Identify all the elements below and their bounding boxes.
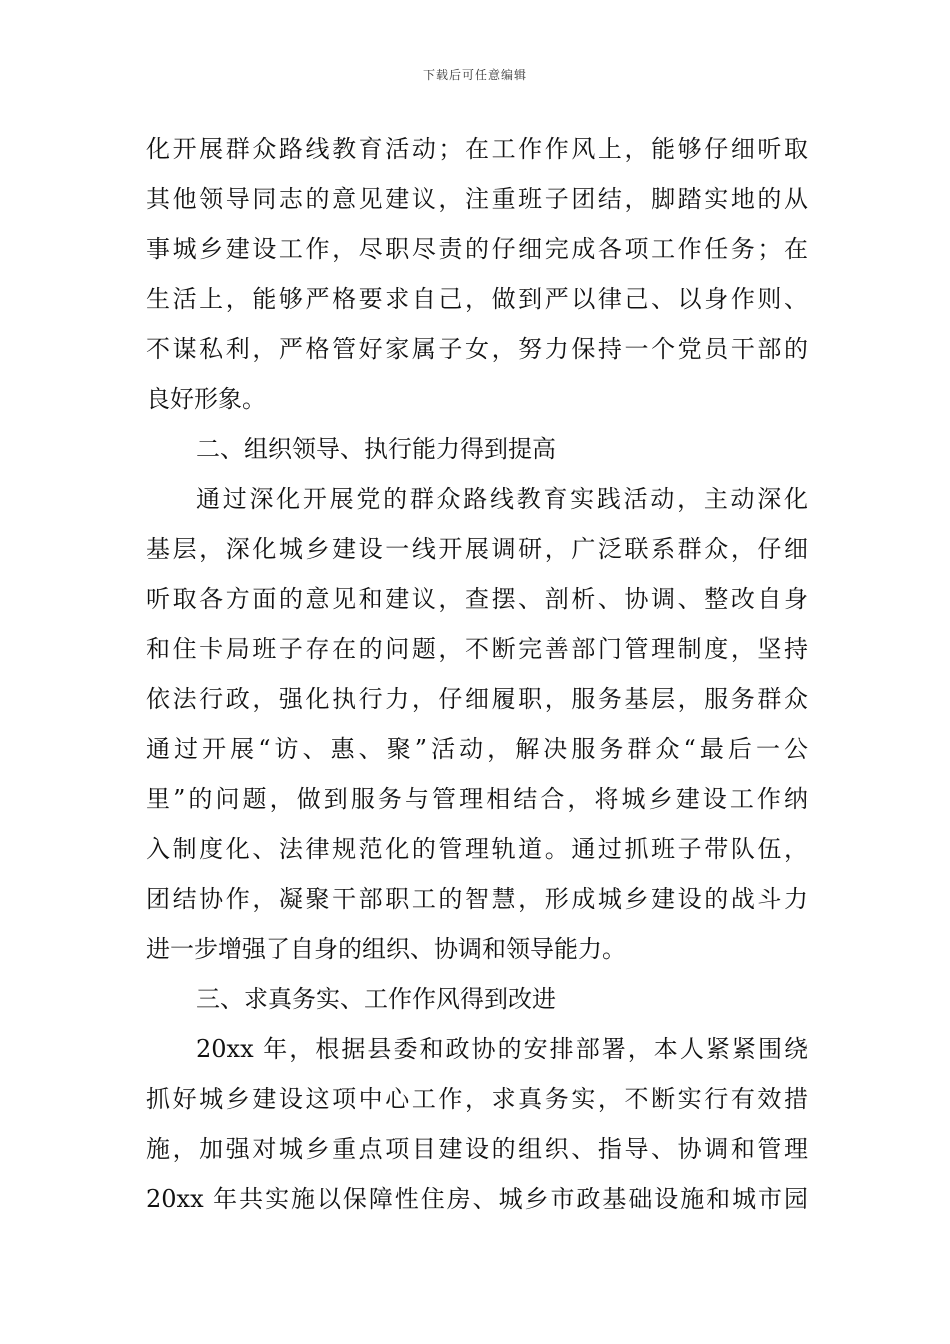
document-body (146, 124, 808, 1224)
text-line: 听取各方面的意见和建议，查摆、剖析、协调、整改自身 (146, 585, 808, 613)
header-note: 下载后可任意编辑 (422, 68, 527, 82)
text-line: 施，加强对城乡重点项目建设的组织、指导、协调和管理 (146, 1135, 808, 1163)
text-line: 良好形象。 (146, 385, 266, 413)
text-line: 通过开展“访、惠、聚”活动，解决服务群众“最后一公 (146, 735, 808, 763)
section-heading: 二、组织领导、执行能力得到提高 (196, 435, 556, 463)
text-line: 和住卡局班子存在的问题，不断完善部门管理制度，坚持 (146, 635, 808, 663)
text-line: 基层，深化城乡建设一线开展调研，广泛联系群众，仔细 (146, 535, 808, 563)
text-line: 进一步增强了自身的组织、协调和领导能力。 (146, 935, 626, 963)
text-line: 抓好城乡建设这项中心工作，求真务实，不断实行有效措 (146, 1085, 808, 1113)
text-line: 20xx 年共实施以保障性住房、城乡市政基础设施和城市园 (146, 1185, 808, 1213)
text-line: 团结协作，凝聚干部职工的智慧，形成城乡建设的战斗力 (146, 885, 808, 913)
text-line: 通过深化开展党的群众路线教育实践活动，主动深化 (196, 485, 808, 513)
text-line: 里”的问题，做到服务与管理相结合，将城乡建设工作纳 (146, 785, 808, 813)
section-heading: 三、求真务实、工作作风得到改进 (196, 985, 556, 1013)
text-line: 20xx 年，根据县委和政协的安排部署，本人紧紧围绕 (196, 1035, 808, 1063)
text-line: 其他领导同志的意见建议，注重班子团结，脚踏实地的从 (146, 185, 808, 213)
text-line: 事城乡建设工作，尽职尽责的仔细完成各项工作任务；在 (146, 235, 808, 263)
text-line: 不谋私利，严格管好家属子女，努力保持一个党员干部的 (146, 335, 808, 363)
text-line: 化开展群众路线教育活动；在工作作风上，能够仔细听取 (146, 135, 808, 163)
text-line: 生活上，能够严格要求自己，做到严以律己、以身作则、 (146, 285, 808, 313)
text-line: 依法行政，强化执行力，仔细履职，服务基层，服务群众 (146, 685, 808, 713)
text-line: 入制度化、法律规范化的管理轨道。通过抓班子带队伍， (146, 835, 808, 863)
